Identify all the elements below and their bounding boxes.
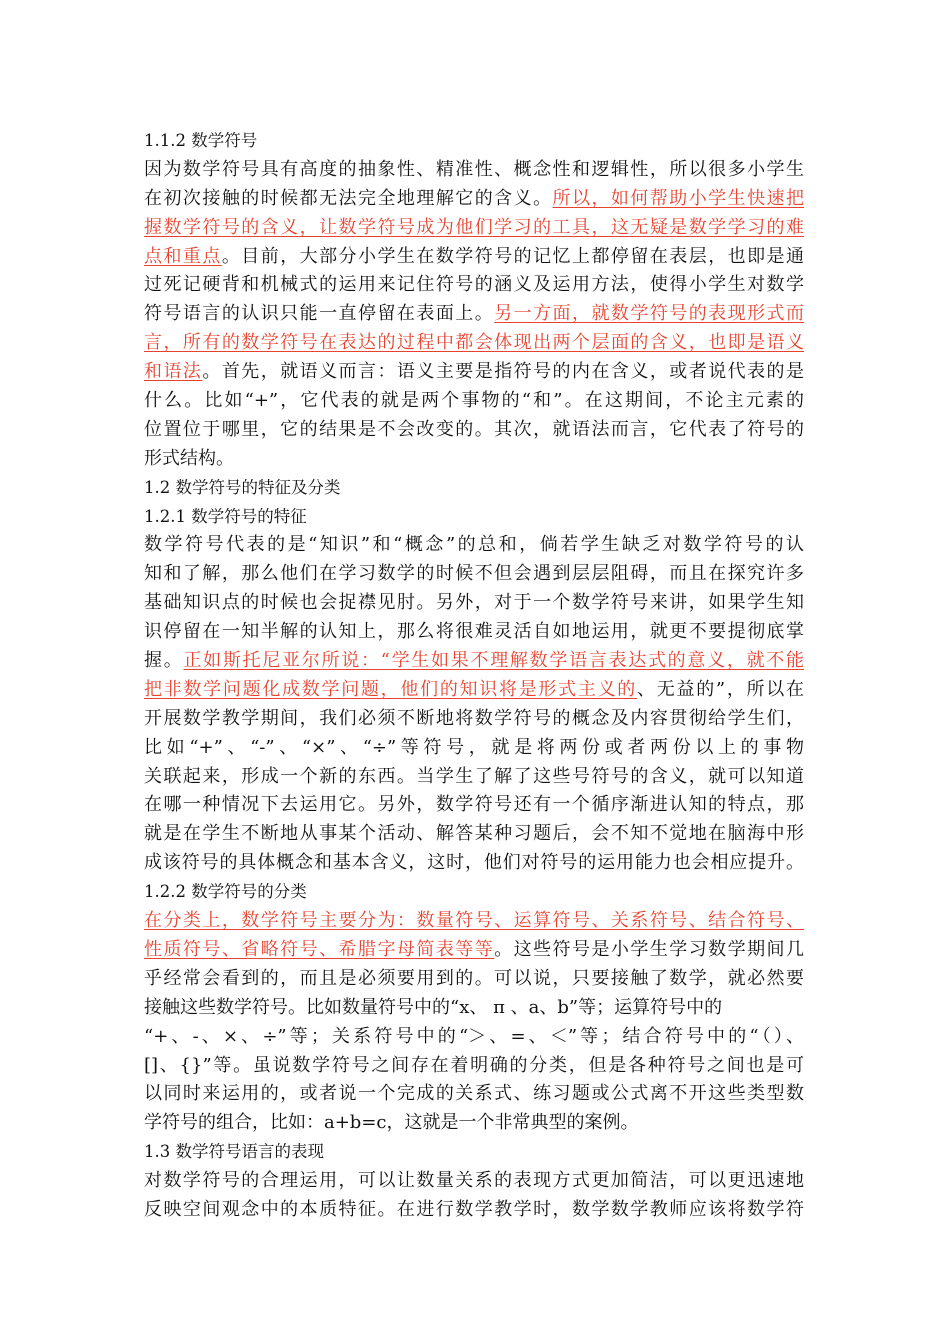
text-segment: 基础知识点的时候也会捉襟见肘。另外，对于一个数学符号来讲，如果学生知 [144,592,804,614]
text-segment: “+、-、×、÷”等；关系符号中的“＞、=、＜”等；结合符号中的“（）、 [144,1025,804,1047]
text-segment: 在哪一种情况下去运用它。另外，数学符号还有一个循序渐进认知的特点，那 [144,794,804,816]
paragraph-line [144,560,804,589]
text-segment: 。目前，大部分小学生在数学符号的记忆上都停留在表层，也即是通 [221,245,805,267]
text-segment: 接触这些数学符号。比如数量符号中的“x、 π 、a、b”等；运算符号中的 [144,996,723,1018]
highlighted-text: 正如斯托尼亚尔所说：“学生如果不理解数学语言表达式的意义，就不能 [183,650,805,672]
highlighted-text: 言，所有的数学符号在表达的过程中都会体现出两个层面的含义，也即是语义 [144,332,804,354]
text-segment: 、无益的”，所以在 [637,678,805,700]
paragraph-line [144,907,804,936]
document-body [144,127,804,1225]
text-segment: 识停留在一知半解的认知上，那么将很难灵活自如地运用，就更不要提彻底掌 [144,621,804,643]
section-heading [144,474,804,503]
paragraph-line [144,329,804,358]
text-segment: 学符号的组合，比如：a+b=c，这就是一个非常典型的案例。 [144,1112,639,1134]
paragraph-line [144,531,804,560]
paragraph-line [144,965,804,994]
text-segment: 因为数学符号具有高度的抽象性、精准性、概念性和逻辑性，所以很多小学生 [144,158,804,180]
paragraph-line [144,734,804,763]
text-segment: 符号语言的认识只能一直停留在表面上。 [144,303,495,325]
highlighted-text: 在分类上，数学符号主要分为：数量符号、运算符号、关系符号、结合符号、 [144,910,804,932]
text-segment: 知和了解，那么他们在学习数学的时候不但会遇到层层阻碍，而且在探究许多 [144,563,804,585]
text-segment: 开展数学教学期间，我们必须不断地将数学符号的概念及内容贯彻给学生们， [144,707,804,729]
paragraph-line [144,1167,804,1196]
section-heading [144,503,804,532]
section-heading [144,127,804,156]
text-segment: 位置位于哪里，它的结果是不会改变的。其次，就语法而言，它代表了符号的 [144,418,804,440]
text-segment: 对数学符号的合理运用，可以让数量关系的表现方式更加简洁，可以更迅速地 [144,1170,804,1192]
section-heading [144,878,804,907]
paragraph-line [144,243,804,272]
text-segment: 什么。比如“+”，它代表的就是两个事物的“和”。在这期间，不论主元素的 [144,390,804,412]
paragraph-line [144,849,804,878]
paragraph-line [144,676,804,705]
highlighted-text: 点和重点 [144,245,222,267]
text-segment: 形式结构。 [144,447,234,469]
paragraph-line [144,358,804,387]
paragraph-line [144,1080,804,1109]
paragraph-line [144,791,804,820]
paragraph-line [144,214,804,243]
text-segment: 1.1.2 数学符号 [144,131,258,150]
paragraph-line [144,994,804,1023]
paragraph-line [144,618,804,647]
section-heading [144,1138,804,1167]
highlighted-text: 所以，如何帮助小学生快速把 [552,187,805,209]
paragraph-line [144,387,804,416]
text-segment: 1.3 数学符号语言的表现 [144,1142,324,1162]
text-segment: 反映空间观念中的本质特征。在进行数学教学时，数学数学教师应该将数学符 [144,1198,804,1220]
paragraph-line [144,445,804,474]
highlighted-text: 另一方面，就数学符号的表现形式而 [494,303,805,325]
text-segment: 以同时来运用的，或者说一个完成的关系式、练习题或公式离不开这些类型数 [144,1083,804,1105]
text-segment: 就是在学生不断地从事某个活动、解答某种习题后，会不知不觉地在脑海中形 [144,823,804,845]
paragraph-line [144,1196,804,1225]
highlighted-text: 和语法 [144,361,203,383]
highlighted-text: 把非数学问题化成数学问题，他们的知识将是形式主义的 [144,678,638,700]
paragraph-line [144,647,804,676]
paragraph-line [144,1023,804,1052]
text-segment: 乎经常会看到的，而且是必须要用到的。可以说，只要接触了数学，就必然要 [144,967,804,989]
text-segment: []、{}”等。虽说数学符号之间存在着明确的分类，但是各种符号之间也是可 [144,1054,804,1076]
text-segment: 成该符号的具体概念和基本含义，这时，他们对符号的运用能力也会相应提升。 [144,852,804,874]
text-segment: 比如“+”、“-”、“×”、“÷”等符号，就是将两份或者两份以上的事物 [144,736,804,758]
paragraph-line [144,820,804,849]
highlighted-text: 握数学符号的含义，让数学符号成为他们学习的工具，这无疑是数学学习的难 [144,216,804,238]
text-segment: 。这些符号是小学生学习数学期间几 [494,938,805,960]
paragraph-line [144,416,804,445]
paragraph-line [144,271,804,300]
paragraph-line [144,763,804,792]
text-segment: 。首先，就语义而言：语义主要是指符号的内在含义，或者说代表的是 [202,361,805,383]
paragraph-line [144,1109,804,1138]
text-segment: 数学符号代表的是“知识”和“概念”的总和，倘若学生缺乏对数学符号的认 [144,534,804,556]
text-segment: 1.2.2 数学符号的分类 [144,882,307,902]
paragraph-line [144,589,804,618]
paragraph-line [144,936,804,965]
paragraph-line [144,185,804,214]
paragraph-line [144,300,804,329]
text-segment: 1.2.1 数学符号的特征 [144,506,307,526]
text-segment: 在初次接触的时候都无法完全地理解它的含义。 [144,187,553,209]
text-segment: 过死记硬背和机械式的运用来记住符号的涵义及运用方法，使得小学生对数学 [144,274,804,296]
paragraph-line [144,156,804,185]
text-segment: 关联起来，形成一个新的东西。当学生了解了这些号符号的含义，就可以知道 [144,765,804,787]
highlighted-text: 性质符号、省略符号、希腊字母简表等等 [144,938,495,960]
text-segment: 1.2 数学符号的特征及分类 [144,477,341,497]
text-segment: 握。 [144,650,184,672]
paragraph-line [144,1052,804,1081]
paragraph-line [144,705,804,734]
